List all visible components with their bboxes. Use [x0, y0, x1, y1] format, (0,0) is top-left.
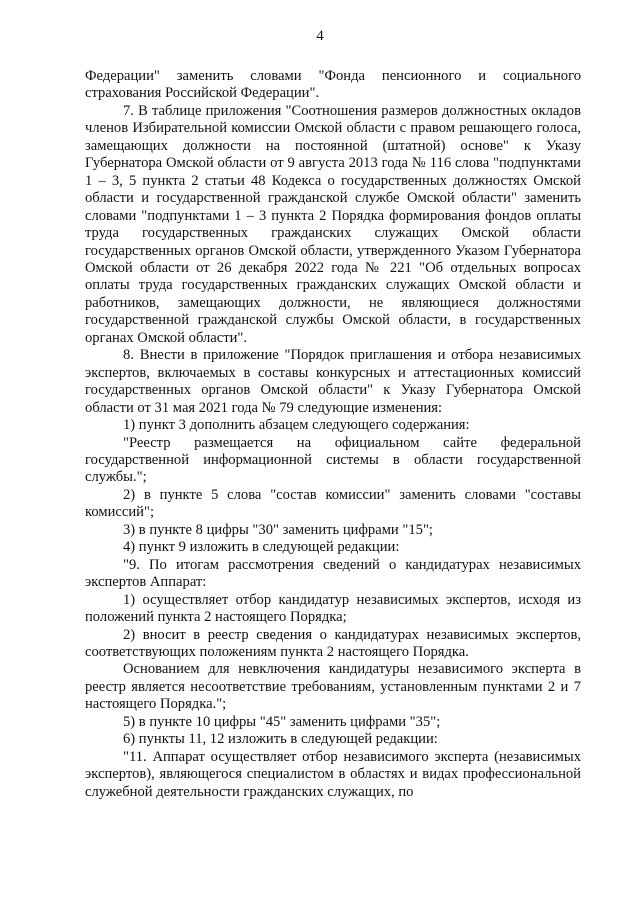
paragraph-point-9-1: 1) осуществляет отбор кандидатур независимых экспертов, исходя из положений пункта 2 настоящего Порядка;	[85, 591, 581, 626]
paragraph-point-11: "11. Аппарат осуществляет отбор независимого эксперта (независимых экспертов), являющегося специалистом в областях и видах профессиональной служебной деятельности гражданских служащих, по	[85, 748, 581, 800]
paragraph-subitem-6: 6) пункты 11, 12 изложить в следующей редакции:	[123, 731, 438, 748]
paragraph-subitem-5: 5) в пункте 10 цифры "45" заменить цифрами "35";	[123, 713, 441, 730]
page-number: 4	[316, 28, 324, 44]
paragraph-subitem-2: 2) в пункте 5 слова "состав комиссии" заменить словами "составы комиссий";	[85, 486, 581, 521]
paragraph-subitem-4: 4) пункт 9 изложить в следующей редакции:	[123, 539, 400, 556]
paragraph-exclusion-basis: Основанием для невключения кандидатуры независимого эксперта в реестр является несоответствие требованиям, установленным пунктами 2 и 7 настоящего Порядка.";	[85, 661, 581, 713]
paragraph-item-7: 7. В таблице приложения "Соотношения размеров должностных окладов членов Избирательной комиссии Омской области с правом решающего голоса, замещающих должности на постоянной (штатной) основе" к Указу Губернатора Омской области от 9 августа 2013 года № 116 слова "подпунктами 1 – 3, 5 пункта 2 статьи 48 Кодекса о государственных должностях Омской области и государственной гражданской службе Омской области" заменить словами "подпунктами 1 – 3 пункта 2 Порядка формирования фондов оплаты труда государственных гражданских служащих Омской области государственных органов Омской области, утвержденного Указом Губернатора Омской области от 26 декабря 2022 года № 221 "Об отдельных вопросах оплаты труда государственных гражданских служащих Омской области и работников, замещающих должности, не являющиеся должностями государственной гражданской службы Омской области, в государственных органах Омской области".	[85, 102, 581, 346]
paragraph-subitem-1: 1) пункт 3 дополнить абзацем следующего содержания:	[123, 417, 470, 434]
document-body	[85, 68, 581, 801]
paragraph-subitem-3: 3) в пункте 8 цифры "30" заменить цифрами "15";	[123, 521, 433, 538]
paragraph-point-9: "9. По итогам рассмотрения сведений о кандидатурах независимых экспертов Аппарат:	[85, 556, 581, 591]
paragraph-point-9-2: 2) вносит в реестр сведения о кандидатурах независимых экспертов, соответствующих положениям пункта 2 настоящего Порядка.	[85, 626, 581, 660]
paragraph-registry-quote: "Реестр размещается на официальном сайте федеральной государственной информационной системы в области государственной службы.";	[85, 434, 581, 486]
paragraph-federation-fund: Федерации" заменить словами "Фонда пенсионного и социального страхования Российской Федерации".	[85, 68, 581, 102]
paragraph-item-8: 8. Внести в приложение "Порядок приглашения и отбора независимых экспертов, включаемых в составы конкурсных и аттестационных комиссий государственных органов Омской области" к Указу Губернатора Омской области от 31 мая 2021 года № 79 следующие изменения:	[85, 347, 581, 416]
